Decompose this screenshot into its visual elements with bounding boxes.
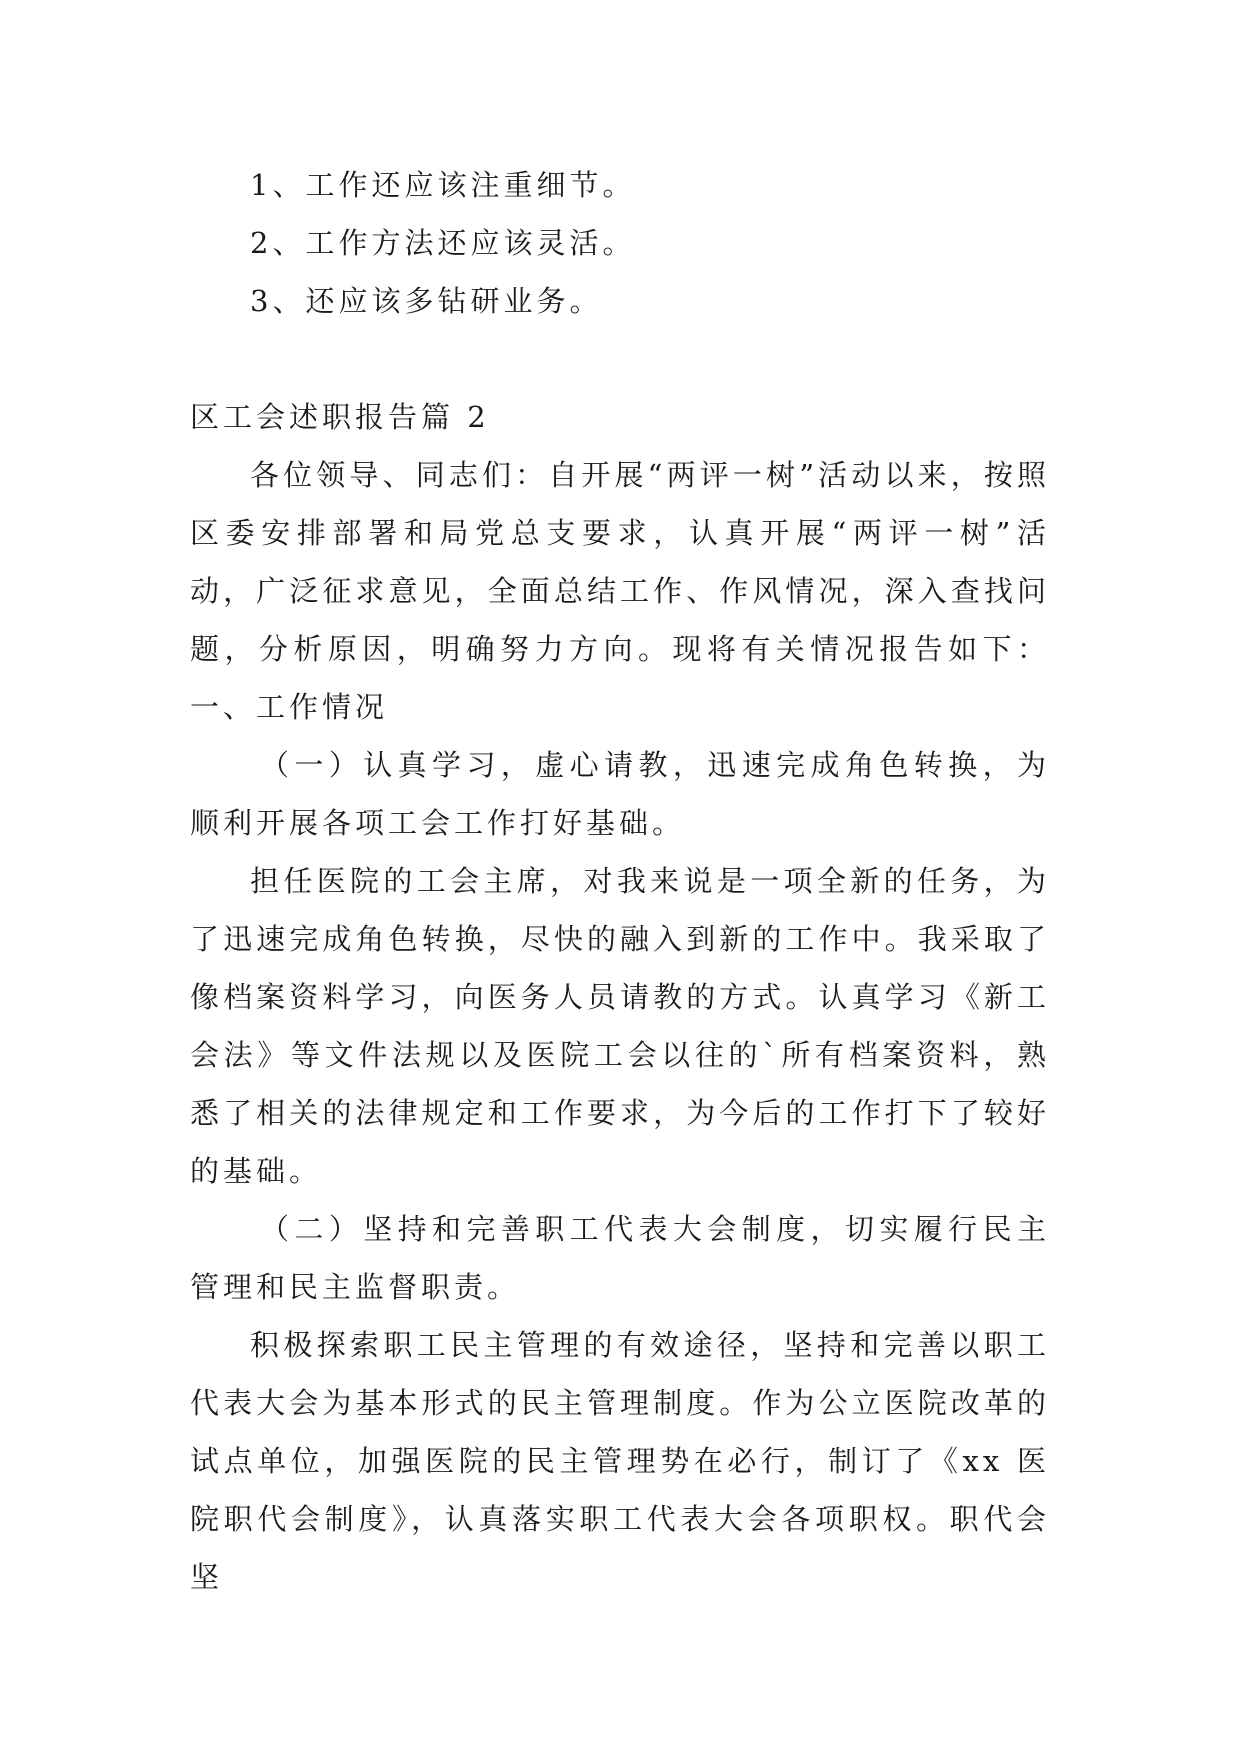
list-item-2: 2、工作方法还应该灵活。 xyxy=(250,226,636,260)
sub-heading-2: （二）坚持和完善职工代表大会制度，切实履行民主管理和民主监督职责。 xyxy=(190,1212,1050,1304)
list-item-3: 3、还应该多钻研业务。 xyxy=(250,284,603,318)
body-paragraph-2: 积极探索职工民主管理的有效途径，坚持和完善以职工代表大会为基本形式的民主管理制度。作为公立医院改革的试点单位，加强医院的民主管理势在必行，制订了《xx 医院职代会制度》，认真落实职工代表大会各项职权。职代会坚 xyxy=(190,1328,1050,1594)
section-heading: 区工会述职报告篇 2 xyxy=(190,400,490,434)
sub-heading-1: （一）认真学习，虚心请教，迅速完成角色转换，为顺利开展各项工会工作打好基础。 xyxy=(190,748,1050,840)
intro-paragraph: 各位领导、同志们：自开展“两评一树”活动以来，按照区委安排部署和局党总支要求，认真开展“两评一树”活动，广泛征求意见，全面总结工作、作风情况，深入查找问题，分析原因，明确努力方向。现将有关情况报告如下：一、工作情况 xyxy=(190,458,1050,724)
document-body xyxy=(190,156,1050,1606)
list-item-1: 1、工作还应该注重细节。 xyxy=(250,168,636,202)
spacer xyxy=(190,330,1050,388)
body-paragraph-1: 担任医院的工会主席，对我来说是一项全新的任务，为了迅速完成角色转换，尽快的融入到新的工作中。我采取了像档案资料学习，向医务人员请教的方式。认真学习《新工会法》等文件法规以及医院工会以往的`所有档案资料，熟悉了相关的法律规定和工作要求，为今后的工作打下了较好的基础。 xyxy=(190,864,1050,1188)
